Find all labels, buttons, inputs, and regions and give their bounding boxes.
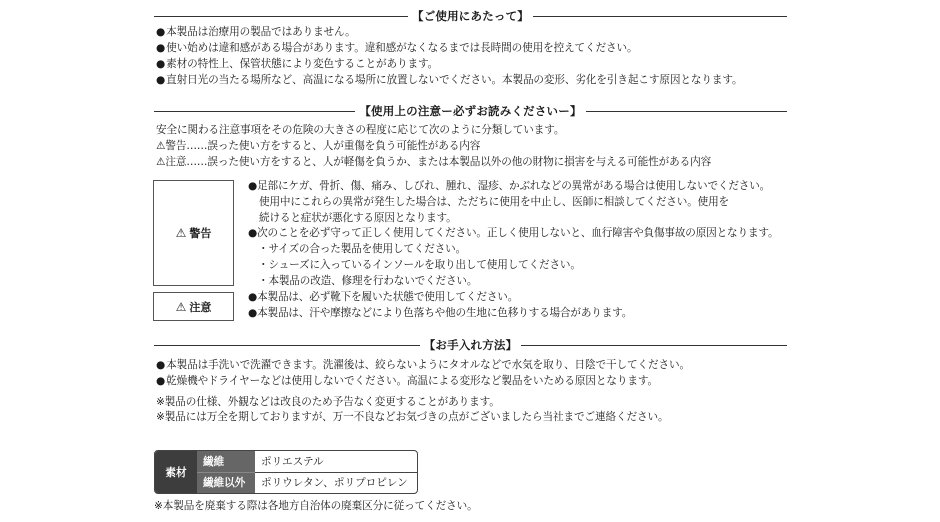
warning-subitem: ・本製品の改造、修理を行わないでください。 [258, 274, 478, 287]
warning-item: 続けると症状が悪化する原因となります。 [259, 211, 457, 224]
caution-list [248, 290, 632, 322]
caution-label: 注意 [189, 300, 212, 314]
divider [154, 111, 355, 112]
divider [533, 16, 787, 17]
spec-note: ※製品の仕様、外観などは改良のため予告なく変更することがあります。 [156, 396, 500, 408]
materials-row [197, 472, 417, 494]
caution-intro: 安全に関わる注意事項をその危険の大きさの程度に応じて次のように分類しています。 [156, 124, 565, 136]
caution-item: ●本製品は、汗や摩擦などにより色落ちや他の生地に色移りする場合があります。 [248, 306, 633, 319]
warning-subitem: ・サイズの合った製品を使用してください。 [258, 243, 467, 256]
materials-label: 素材 [155, 451, 197, 493]
warning-item: ●次のことを必ず守って正しく使用してください。正しく使用しないと、血行障害や負傷事故の原因となります。 [248, 227, 779, 240]
care-section-title: 【お手入れ方法】 [423, 338, 518, 352]
warning-item: ●足部にケガ、骨折、傷、痛み、しびれ、腫れ、湿疹、かぶれなどの異常がある場合は使用しないでください。 [248, 180, 771, 192]
materials-key: 繊維以外 [197, 472, 255, 494]
usage-item: ● 素材の特性上、保管状態により変色することがあります。 [156, 56, 438, 72]
care-item: ● 乾燥機やドライヤーなどは使用しないでください。高温による変形など製品をいためる原因となります。 [156, 373, 658, 389]
caution-triangle-icon: ⚠ [175, 299, 187, 314]
care-item: ● 本製品は手洗いで洗濯できます。洗濯後は、絞らないようにタオルなどで水気を取り、日陰で干してください。 [156, 357, 690, 373]
caution-item: ●本製品は、必ず靴下を履いた状態で使用してください。 [248, 291, 519, 303]
divider [586, 111, 787, 112]
divider [154, 16, 408, 17]
warning-definition: ⚠警告……誤った使い方をすると、人が重傷を負う可能性がある内容 [156, 140, 481, 152]
caution-section-header [154, 102, 787, 120]
caution-section-title: 【使用上の注意ー必ずお読みくださいー】 [359, 104, 582, 118]
warning-subitem: ・シューズに入っているインソールを取り出して使用してください。 [258, 258, 581, 271]
usage-section-title: 【ご使用にあたって】 [412, 9, 529, 23]
divider [154, 345, 420, 346]
usage-item: ● 本製品は治療用の製品ではありません。 [156, 24, 356, 40]
warning-label: 警告 [189, 227, 212, 240]
warning-list [248, 179, 778, 290]
quality-note: ※製品には万全を期しておりますが、万一不良などお気づきの点がございましたら当社までご連絡ください。 [156, 411, 669, 423]
materials-row [197, 451, 417, 472]
caution-label-box [153, 292, 234, 321]
caution-definition: ⚠注意……誤った使い方をすると、人が軽傷を負うか、または本製品以外の他の財物に損害を与える可能性がある内容 [156, 156, 712, 168]
usage-section-header [154, 7, 787, 25]
disposal-note: ※本製品を廃棄する際は各地方自治体の廃棄区分に従ってください。 [154, 500, 478, 512]
materials-table [154, 450, 418, 494]
materials-key: 繊維 [197, 451, 255, 472]
care-section-header [154, 336, 787, 354]
warning-item: 使用中にこれらの異常が発生した場合は、ただちに使用を中止し、医師に相談してください。使用を [259, 195, 729, 208]
warning-label-box [153, 180, 234, 286]
materials-value: ポリエステル [261, 455, 324, 468]
materials-value: ポリウレタン、ポリプロピレン [261, 477, 408, 490]
warning-triangle-icon: ⚠ [175, 226, 187, 240]
usage-item: ● 直射日光の当たる場所など、高温になる場所に放置しないでください。本製品の変形、劣化を引き起こす原因となります。 [156, 72, 742, 88]
usage-item: ● 使い始めは違和感がある場合があります。違和感がなくなるまでは長時間の使用を控えてください。 [156, 40, 638, 56]
divider [521, 345, 787, 346]
